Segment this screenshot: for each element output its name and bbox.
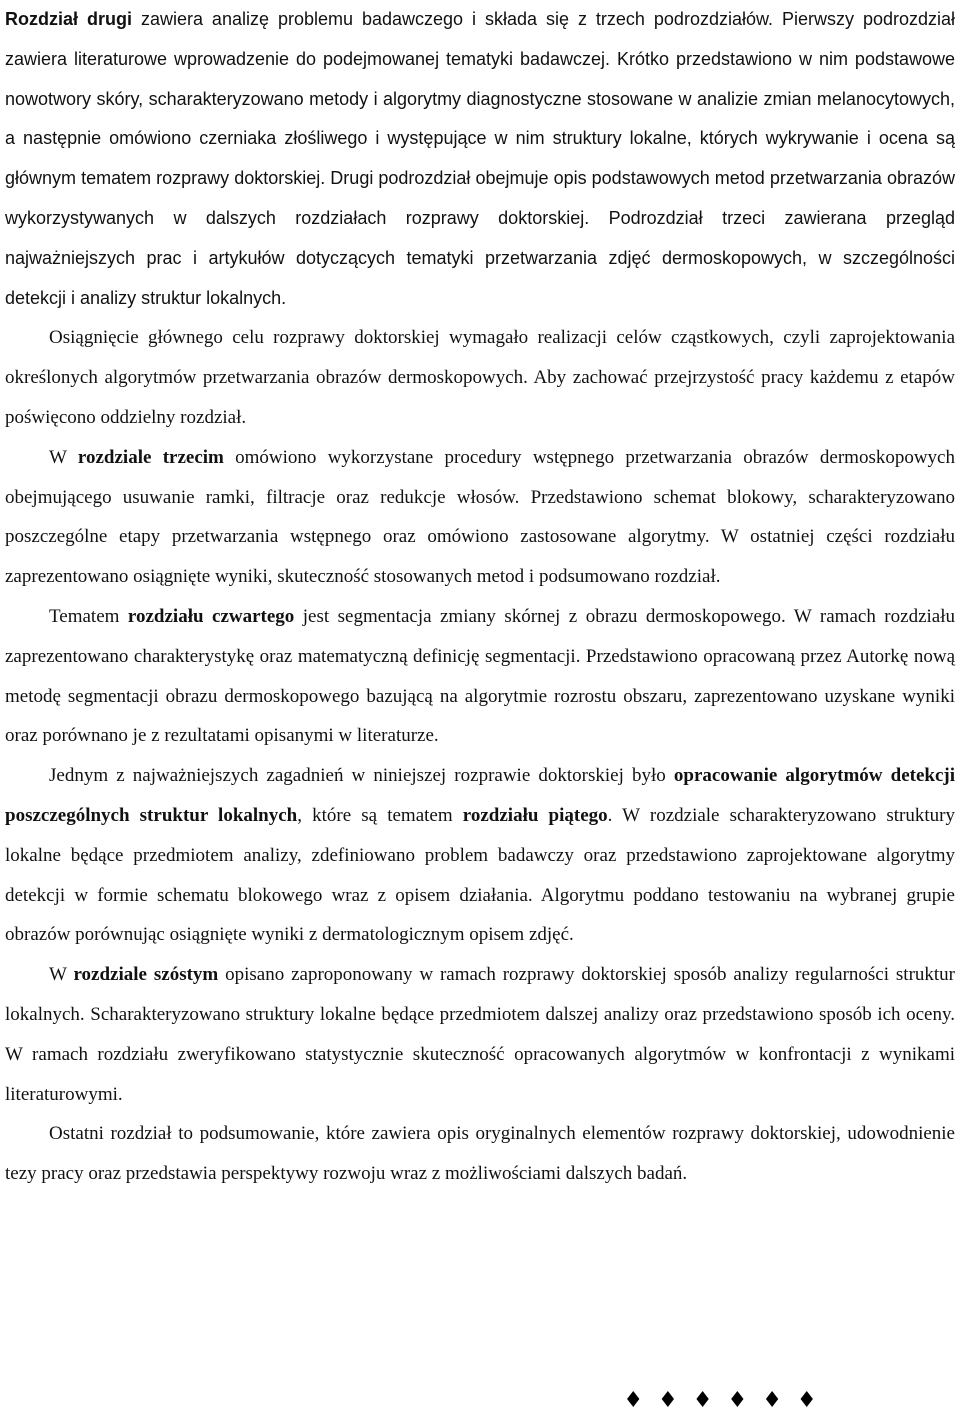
- paragraph-chapter-four: [5, 597, 955, 756]
- text-run: opisano zaproponowany w ramach rozprawy doktorskiej sposób analizy regularności struktur lokalnych. Scharakteryzowano struktury lokalne będące przedmiotem dalszej analizy oraz przedstawiono sposób ich oceny. W ramach rozdziału zweryfikowano statystycznie skuteczność opracowanych algorytmów w konfrontacji z wynikami literaturowymi.: [5, 964, 956, 1105]
- paragraph-chapter-two: [5, 0, 955, 318]
- paragraph-chapter-three: [5, 438, 955, 597]
- bold-run: rozdziału piątego: [462, 804, 608, 826]
- text-run: Osiągnięcie głównego celu rozprawy doktorskiej wymagało realizacji celów cząstkowych, czyli zaprojektowania określonych algorytmów przetwarzania obrazów dermoskopowych. Aby zachować przejrzystość pracy każdemu z etapów poświęcono oddzielny rozdział.: [5, 327, 955, 428]
- text-run: , które są tematem: [297, 804, 463, 826]
- paragraph-main-goal: [5, 318, 955, 437]
- bold-run: rozdziale szóstym: [73, 964, 219, 986]
- text-run: Ostatni rozdział to podsumowanie, które zawiera opis oryginalnych elementów rozprawy doktorskiej, udowodnienie tezy pracy oraz przedstawia perspektywy rozwoju wraz z możliwościami dalszych badań.: [5, 1123, 955, 1185]
- bold-run: Rozdział drugi: [5, 9, 132, 29]
- bold-run: opracowanie algorytmów detekcji poszczególnych struktur lokalnych: [5, 765, 956, 826]
- diamond-ornament-divider: ♦ ♦ ♦ ♦ ♦ ♦: [623, 1388, 817, 1413]
- paragraph-chapter-five: [5, 756, 955, 955]
- text-run: Jednym z najważniejszych zagadnień w niniejszej rozprawie doktorskiej było: [49, 765, 674, 787]
- text-run: Tematem: [49, 605, 128, 627]
- text-run: . W rozdziale scharakteryzowano struktury lokalne będące przedmiotem analizy, zdefiniowano problem badawczy oraz przedstawiono zaprojektowane algorytmy detekcji w formie schematu blokowego wraz z opisem działania. Algorytmu poddano testowaniu na wybranej grupie obrazów porównując osiągnięte wyniki z dermatologicznym opisem zdjęć.: [5, 804, 955, 946]
- text-run: omówiono wykorzystane procedury wstępnego przetwarzania obrazów dermoskopowych obejmującego usuwanie ramki, filtracje oraz redukcje włosów. Przedstawiono schemat blokowy, scharakteryzowano poszczególne etapy przetwarzania wstępnego oraz omówiono zastosowane algorytmy. W ostatniej części rozdziału zaprezentowano osiągnięte wyniki, skuteczność stosowanych metod i podsumowano rozdział.: [5, 446, 955, 588]
- bold-run: rozdziale trzecim: [77, 446, 224, 468]
- text-run: zawiera analizę problemu badawczego i składa się z trzech podrozdziałów. Pierwszy podrozdział zawiera literaturowe wprowadzenie do podejmowanej tematyki badawczej. Krótko przedstawiono w nim podstawowe nowotwory skóry, scharakteryzowano metody i algorytmy diagnostyczne stosowane w analizie zmian melanocytowych, a następnie omówiono czerniaka złośliwego i występujące w nim struktury lokalne, których wykrywanie i ocena są głównym tematem rozprawy doktorskiej. Drugi podrozdział obejmuje opis podstawowych metod przetwarzania obrazów wykorzystywanych w dalszych rozdziałach rozprawy doktorskiej. Podrozdział trzeci zawierana przegląd najważniejszych prac i artykułów dotyczących tematyki przetwarzania zdjęć dermoskopowych, w szczególności detekcji i analizy struktur lokalnych.: [5, 9, 955, 308]
- text-run: W: [49, 964, 74, 986]
- paragraph-chapter-six: [5, 955, 955, 1114]
- text-run: W: [49, 446, 78, 468]
- text-run: jest segmentacja zmiany skórnej z obrazu dermoskopowego. W ramach rozdziału zaprezentowano charakterystykę oraz matematyczną definicję segmentacji. Przedstawiono opracowaną przez Autorkę nową metodę segmentacji obrazu dermoskopowego bazującą na algorytmie rozrostu obszaru, zaprezentowano uzyskane wyniki oraz porównano je z rezultatami opisanymi w literaturze.: [5, 605, 955, 747]
- document-body: [5, 0, 955, 1194]
- paragraph-last-chapter: [5, 1114, 955, 1194]
- bold-run: rozdziału czwartego: [127, 605, 295, 627]
